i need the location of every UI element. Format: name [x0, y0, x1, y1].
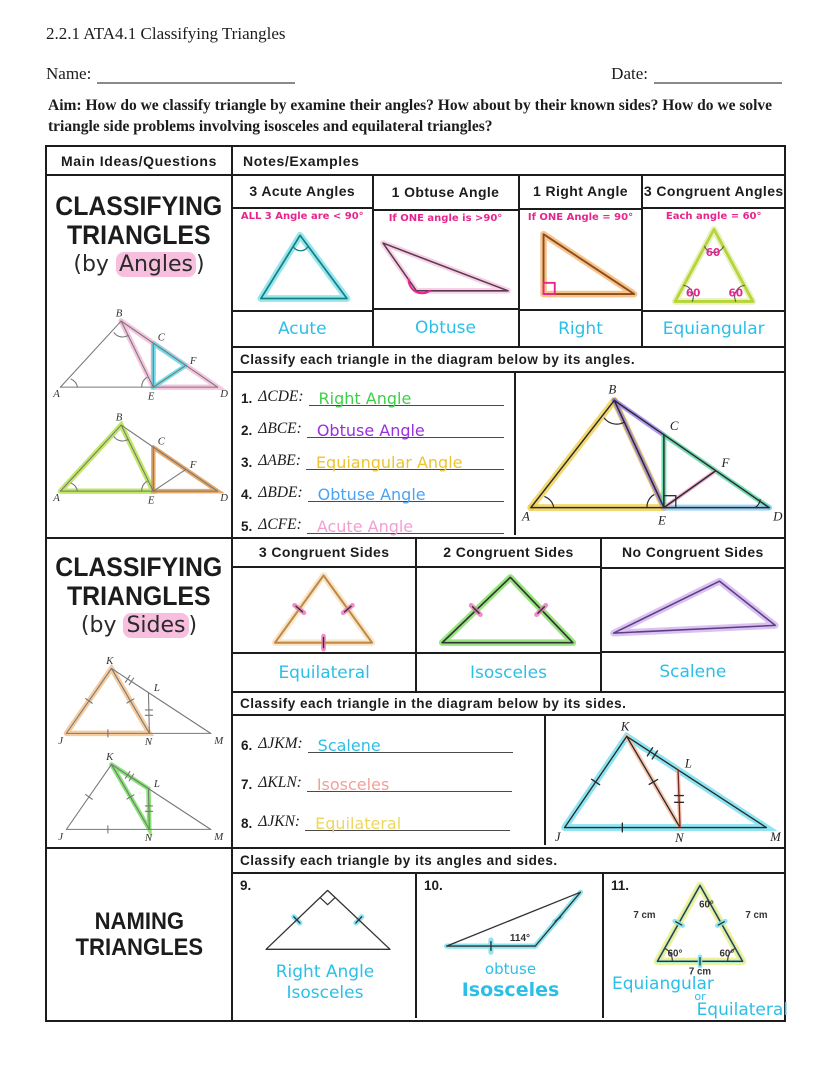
svg-text:A: A [53, 388, 60, 401]
svg-text:C: C [669, 419, 679, 434]
table-header-row [47, 147, 784, 174]
sides-subtitle: (by Sides ) [80, 613, 198, 639]
answer-blank: Obtuse Angle [307, 417, 504, 438]
answer-blank: Isosceles [307, 771, 512, 792]
sides-work-area [233, 716, 784, 845]
name-label: Name: [46, 64, 92, 83]
sides-prompt: Classify each triangle in the diagram below by its sides. [233, 691, 784, 716]
page-title: 2.2.1 ATA4.1 Classifying Triangles [46, 24, 286, 43]
angles-subtitle: (by Angles ) [73, 252, 205, 278]
svg-text:K: K [106, 751, 114, 764]
svg-text:114°: 114° [509, 932, 531, 944]
svg-text:A: A [521, 509, 530, 524]
sides-main-diagram [549, 717, 781, 845]
svg-text:L: L [684, 755, 692, 770]
svg-text:E: E [147, 390, 155, 403]
svg-text:F: F [721, 455, 730, 470]
angles-ideas-cell [47, 176, 233, 537]
obtuse-triangle-drawing [373, 224, 519, 308]
naming-9-drawing [239, 880, 411, 958]
answer-blank: Scalene [308, 732, 513, 753]
naming-10-drawing [423, 880, 598, 960]
scalene-answer: Scalene [602, 651, 784, 691]
isosceles-answer: Isosceles [417, 652, 599, 691]
sides-study-diagram-1 [53, 654, 225, 746]
svg-text:M: M [214, 735, 224, 747]
sides-title-2: TRIANGLES [67, 581, 211, 612]
notes-header: Notes/Examples [243, 152, 360, 169]
sides-notes-cell [233, 539, 784, 847]
obtuse-answer: Obtuse [374, 308, 518, 346]
date-label: Date: [611, 64, 648, 83]
angles-study-diagram-2 [49, 409, 229, 509]
problem-5: 5. ΔCFE: Acute Angle [241, 513, 504, 534]
answer-blank: Right Angle [309, 385, 504, 406]
svg-text:J: J [58, 735, 64, 747]
sides-main-diagram-cell [546, 716, 784, 845]
row-naming-triangles [47, 847, 788, 1020]
angles-prompt: Classify each triangle in the diagram below by its angles. [233, 346, 784, 373]
svg-text:N: N [144, 832, 153, 843]
equiangular-triangle-drawing [647, 218, 781, 310]
sides-problem-list [233, 716, 546, 845]
name-field[interactable] [97, 64, 295, 84]
acute-answer: Acute [233, 310, 372, 346]
svg-text:J: J [554, 829, 561, 844]
angles-study-diagram-1 [49, 305, 229, 405]
scalene-column: No Congruent Sides Scalene [602, 539, 784, 691]
equiangular-column: 3 Congruent Angles Each angle = 60° 60 60 60 Equiangular [643, 176, 784, 346]
angles-main-diagram [517, 378, 783, 530]
equilateral-sides-drawing [235, 568, 413, 652]
problem-4: 4. ΔBDE: Obtuse Angle [241, 481, 504, 502]
isosceles-column: 2 Congruent Sides Isosceles [417, 539, 601, 691]
answer-blank: Acute Angle [307, 513, 504, 534]
svg-text:F: F [189, 355, 197, 368]
svg-text:C: C [157, 436, 165, 449]
svg-text:D: D [220, 492, 228, 505]
svg-text:N: N [675, 830, 684, 845]
svg-text:60: 60 [705, 247, 721, 260]
problem-3: 3. ΔABE: Equiangular Angle [241, 449, 504, 470]
svg-text:B: B [115, 307, 123, 320]
svg-text:E: E [147, 494, 155, 507]
svg-text:60°: 60° [667, 948, 683, 960]
naming-11-answer-1: Equiangular [612, 974, 714, 994]
obtuse-note: If ONE angle is >90° [388, 213, 503, 225]
acute-column: 3 Acute Angles ALL 3 Angle are < 90° Acute [233, 176, 374, 346]
angles-main-diagram-cell [516, 373, 784, 535]
equilateral-answer: Equilateral [233, 652, 415, 691]
scalene-sides-drawing [604, 570, 782, 650]
naming-ideas-cell [47, 849, 233, 1020]
problem-8: 8. ΔJKN: Equilateral [241, 810, 534, 831]
equilateral-column: 3 Congruent Sides Equilateral [233, 539, 417, 691]
naming-11-answer-2: Equilateral [696, 1000, 788, 1020]
problem-6: 6. ΔJKM: Scalene [241, 732, 534, 753]
answer-blank: Obtuse Angle [308, 481, 504, 502]
row-classify-by-sides [47, 537, 784, 847]
svg-text:F: F [189, 459, 197, 472]
naming-title-1: NAMING [94, 907, 184, 935]
svg-text:L: L [153, 778, 160, 791]
acute-triangle-drawing [234, 222, 370, 310]
svg-text:K: K [620, 719, 630, 734]
acute-note: ALL 3 Angle are < 90° [240, 211, 364, 223]
naming-problem-9: 9. Right Angle Isosceles [233, 874, 417, 1018]
svg-text:M: M [770, 829, 781, 844]
angles-work-area [233, 373, 784, 535]
svg-text:K: K [106, 655, 114, 668]
svg-text:D: D [220, 388, 228, 401]
naming-9-answer-1: Right Angle [275, 962, 375, 982]
naming-problem-11: 11. 60° 60° 60° 7 cm 7 cm 7 cm Equiangular or Equilateral [611, 878, 788, 1020]
svg-text:J: J [58, 831, 64, 843]
angles-title-2: TRIANGLES [67, 220, 211, 251]
naming-notes-cell [233, 849, 788, 1020]
date-field[interactable] [654, 64, 782, 84]
angles-subtable [233, 176, 784, 346]
aim-text: Aim: How do we classify triangle by examine their angles? How about by their known sides? How do we solve triangle side problems involving isosceles and equilateral triangles? [48, 97, 773, 136]
isosceles-sides-drawing [419, 568, 597, 652]
obtuse-column: 1 Obtuse Angle If ONE angle is >90° Obtuse [374, 176, 520, 346]
right-answer: Right [520, 309, 642, 346]
problem-1: 1. ΔCDE: Right Angle [241, 385, 504, 406]
name-date-row [46, 64, 782, 84]
angles-notes-cell [233, 176, 784, 537]
sides-word-highlight: Sides [123, 613, 188, 638]
svg-text:7 cm: 7 cm [745, 909, 768, 921]
right-column: 1 Right Angle If ONE Angle = 90° Right [520, 176, 644, 346]
sides-subtable [233, 539, 784, 691]
naming-9-answer-2: Isosceles [286, 983, 364, 1004]
svg-text:N: N [144, 736, 153, 747]
naming-11-drawing [610, 878, 790, 978]
svg-text:B: B [608, 382, 617, 397]
answer-blank: Equilateral [305, 810, 510, 831]
sides-study-diagram-2 [53, 750, 225, 842]
worksheet-table [45, 145, 786, 1022]
svg-text:C: C [157, 332, 165, 345]
answer-blank: Equiangular Angle [306, 449, 504, 470]
equiangular-note: Each angle = 60° [665, 211, 762, 223]
svg-text:B: B [115, 411, 123, 424]
equiangular-answer: Equiangular [643, 310, 784, 346]
svg-text:E: E [657, 513, 666, 528]
svg-text:L: L [153, 682, 160, 695]
sides-ideas-cell [47, 539, 233, 847]
right-triangle-drawing [514, 223, 646, 309]
svg-text:60°: 60° [699, 899, 714, 911]
naming-11-answer-or: or [694, 990, 706, 1004]
angles-title-1: CLASSIFYING [55, 191, 223, 221]
row-classify-by-angles [47, 174, 784, 537]
svg-text:60: 60 [728, 287, 743, 300]
naming-title-2: TRIANGLES [75, 933, 203, 961]
svg-text:D: D [773, 509, 783, 524]
svg-text:M: M [214, 831, 224, 843]
main-ideas-header: Main Ideas/Questions [47, 147, 233, 174]
svg-text:7 cm: 7 cm [688, 966, 712, 978]
naming-problem-10: 10. 114° obtuse Isosceles [417, 874, 604, 1018]
angles-word-highlight: Angles [116, 252, 196, 277]
naming-prompt: Classify each triangle by its angles and sides. [233, 849, 784, 874]
problem-7: 7. ΔKLN: Isosceles [241, 771, 534, 792]
naming-10-answer-2: Isosceles [461, 978, 560, 1001]
svg-text:60°: 60° [719, 948, 735, 960]
svg-text:60: 60 [685, 287, 701, 300]
sides-title-1: CLASSIFYING [55, 552, 223, 582]
naming-grid [233, 874, 788, 1020]
naming-10-answer-1: obtuse [484, 960, 537, 978]
right-note: If ONE Angle = 90° [527, 212, 634, 224]
angles-problem-list [233, 373, 516, 535]
svg-text:7 cm: 7 cm [633, 909, 656, 921]
problem-2: 2. ΔBCE: Obtuse Angle [241, 417, 504, 438]
svg-text:A: A [53, 492, 60, 505]
